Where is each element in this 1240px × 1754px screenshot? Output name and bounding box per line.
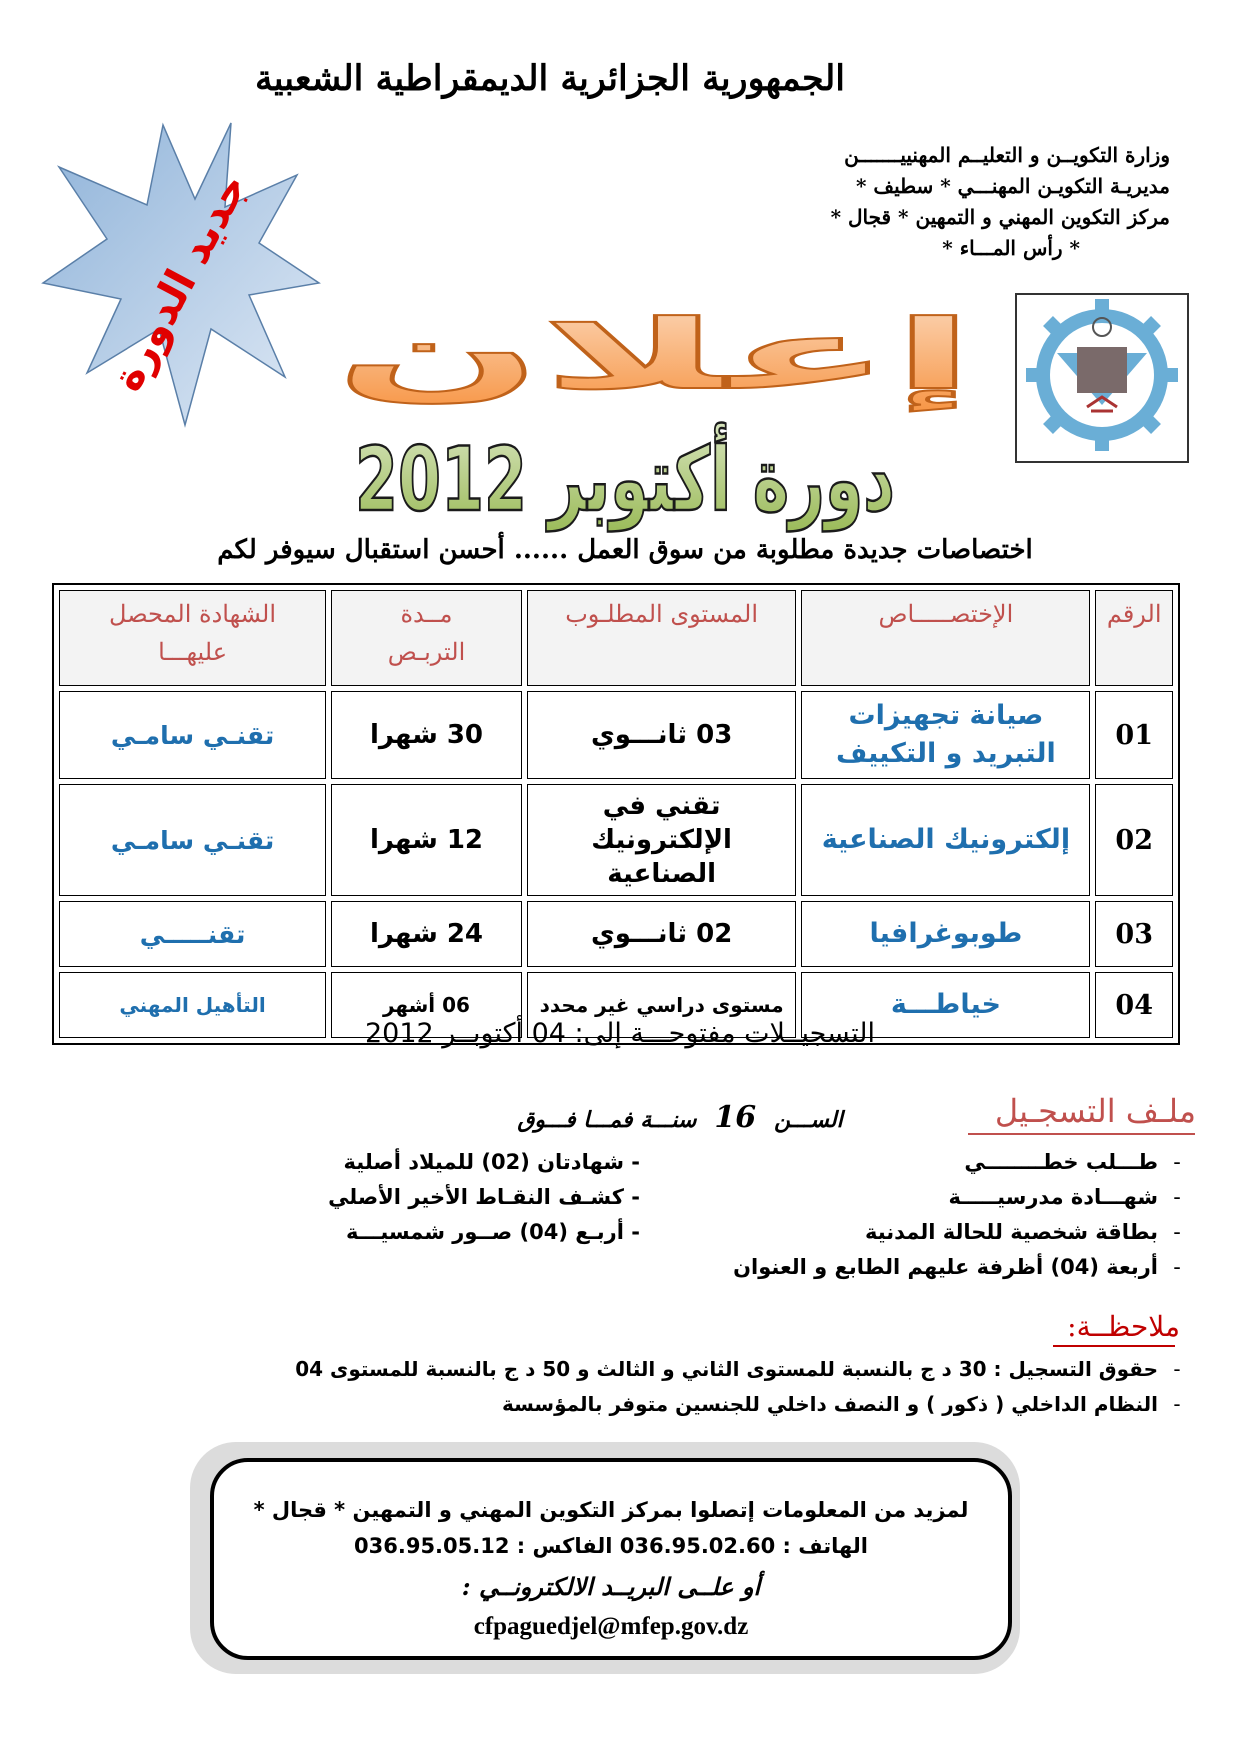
- session-text: دورة أكتوبر 2012: [355, 428, 1051, 531]
- contact-phone-fax: الهاتف : 036.95.02.60 الفاكس : 036.95.05.12: [354, 1534, 868, 1558]
- directorate-line: مديريـة التكويـن المهنـــي * سطيف *: [855, 174, 1170, 198]
- gear-emblem-icon: [1017, 295, 1187, 461]
- registration-deadline: التسجيــلات مفتوحـــة إلى: 04 أكتوبــر 2012: [364, 1018, 875, 1049]
- list-item: [220, 1145, 640, 1180]
- header-specialty: الإختصـــــاص: [801, 590, 1090, 686]
- row-certificate: التأهيل المهني: [59, 972, 326, 1038]
- row-duration: 06 أشهر: [331, 972, 522, 1038]
- row-specialty: صيانة تجهيزات التبريد و التكييف: [801, 691, 1090, 779]
- center-line: مركز التكوين المهني و التمهين * قجال *: [830, 205, 1170, 229]
- table-header-row: [59, 590, 1173, 686]
- issuing-institution: [690, 140, 1170, 264]
- table-row: [59, 784, 1173, 896]
- republic-title: الجمهورية الجزائرية الديمقراطية الشعبية: [254, 58, 845, 99]
- list-item-text: شهـــادة مدرسيـــــة: [948, 1185, 1158, 1209]
- list-item: [726, 1145, 1196, 1180]
- age-requirement: [460, 1100, 900, 1135]
- row-specialty: طوبوغرافيا: [801, 901, 1090, 967]
- list-item-text: شهادتان (02) للميلاد أصلية: [343, 1150, 624, 1174]
- list-item: [236, 1387, 1196, 1422]
- row-certificate: تقنـي سامـي: [59, 691, 326, 779]
- row-duration: 30 شهرا: [331, 691, 522, 779]
- list-item: [220, 1215, 640, 1250]
- list-item-text: أربـع (04) صــور شمسيـــة: [346, 1220, 624, 1244]
- announcement-title: [325, 300, 985, 410]
- bullet-dash: -: [1173, 1357, 1181, 1381]
- row-specialty: خياطـــة: [801, 972, 1090, 1038]
- list-item-text: طـــلب خطــــــــي: [964, 1150, 1158, 1174]
- header-level: المستوى المطلـوب: [527, 590, 797, 686]
- subheadline: اختصاصات جديدة مطلوبة من سوق العمل ...... أحسن استقبال سيوفر لكم: [217, 535, 1033, 565]
- ministry-line: وزارة التكويــن و التعليــم المهنييـــــــن: [844, 143, 1170, 167]
- list-item-text: كشـف النقـاط الأخير الأصلي: [328, 1185, 624, 1209]
- required-documents-list-2: [220, 1145, 640, 1250]
- row-certificate: تقنـي سامـي: [59, 784, 326, 896]
- list-item-text: النظام الداخلي ( ذكور ) و النصف داخلي للجنسين متوفر بالمؤسسة: [501, 1392, 1158, 1416]
- list-item: [726, 1250, 1196, 1285]
- list-item-text: حقوق التسجيل : 30 د ج بالنسبة للمستوى الثاني و الثالث و 50 د ج بالنسبة للمستوى 04: [295, 1357, 1158, 1381]
- row-number: 04: [1095, 972, 1173, 1038]
- row-number: 03: [1095, 901, 1173, 967]
- bullet-dash: -: [1173, 1150, 1181, 1174]
- note-underline: [1053, 1345, 1175, 1347]
- title-underline: [968, 1133, 1195, 1135]
- registration-file-title: ملـف التسجـيل: [994, 1092, 1196, 1130]
- institution-logo: [1015, 293, 1189, 463]
- row-certificate: تقنـــــي: [59, 901, 326, 967]
- header-number: الرقم: [1095, 590, 1173, 686]
- session-headline: [345, 418, 1051, 538]
- header-certificate-line2: عليهـــا: [158, 638, 228, 666]
- row-number: 02: [1095, 784, 1173, 896]
- row-number: 01: [1095, 691, 1173, 779]
- header-certificate: [59, 590, 326, 686]
- table-row: [59, 901, 1173, 967]
- table-row: [59, 691, 1173, 779]
- notes-list: [236, 1352, 1196, 1422]
- age-label: الســـن: [774, 1107, 843, 1133]
- bullet-dash: -: [623, 1150, 640, 1174]
- row-specialty: إلكترونيك الصناعية: [801, 784, 1090, 896]
- note-title: ملاحظــة:: [1067, 1310, 1180, 1343]
- row-level: تقني في الإلكترونيك الصناعية: [527, 784, 797, 896]
- list-item: [220, 1180, 640, 1215]
- new-session-badge: [35, 115, 325, 435]
- contact-email: cfpaguedjel@mfep.gov.dz: [473, 1613, 749, 1640]
- header-duration-line2: التربـص: [387, 638, 466, 666]
- bullet-dash: -: [1173, 1392, 1181, 1416]
- list-item: [236, 1352, 1196, 1387]
- list-item-text: بطاقة شخصية للحالة المدنية: [864, 1220, 1158, 1244]
- badge-text: جديد الدورة: [101, 165, 257, 399]
- contact-info-line: لمزيد من المعلومات إتصلوا بمركز التكوين المهني و التمهين * قجال *: [253, 1498, 969, 1522]
- bullet-dash: -: [623, 1220, 640, 1244]
- list-item: [726, 1180, 1196, 1215]
- age-value: 16: [714, 1100, 757, 1135]
- header-duration-line1: مــدة: [400, 600, 453, 628]
- announcement-text: إعلان: [335, 299, 589, 411]
- required-documents-list: [726, 1145, 1196, 1285]
- age-suffix: سنـــة فمـــا فـــوق: [517, 1107, 697, 1133]
- courses-table: [52, 583, 1180, 1045]
- bullet-dash: -: [1173, 1185, 1181, 1209]
- row-level: 03 ثانـــوي: [527, 691, 797, 779]
- row-level: مستوى دراسي غير محدد: [527, 972, 797, 1038]
- list-item: [726, 1215, 1196, 1250]
- location-line: * رأس المـــاء *: [942, 236, 1080, 260]
- header-duration: [331, 590, 522, 686]
- contact-box: [210, 1458, 1012, 1660]
- bullet-dash: -: [1173, 1220, 1181, 1244]
- contact-email-label: أو علــى البريــد الالكترونــي :: [461, 1572, 761, 1601]
- bullet-dash: -: [1173, 1255, 1181, 1279]
- row-duration: 24 شهرا: [331, 901, 522, 967]
- row-duration: 12 شهرا: [331, 784, 522, 896]
- row-level: 02 ثانـــوي: [527, 901, 797, 967]
- list-item-text: أربعة (04) أظرفة عليهم الطابع و العنوان: [733, 1255, 1158, 1279]
- header-certificate-line1: الشهادة المحصل: [109, 600, 277, 628]
- bullet-dash: -: [623, 1185, 640, 1209]
